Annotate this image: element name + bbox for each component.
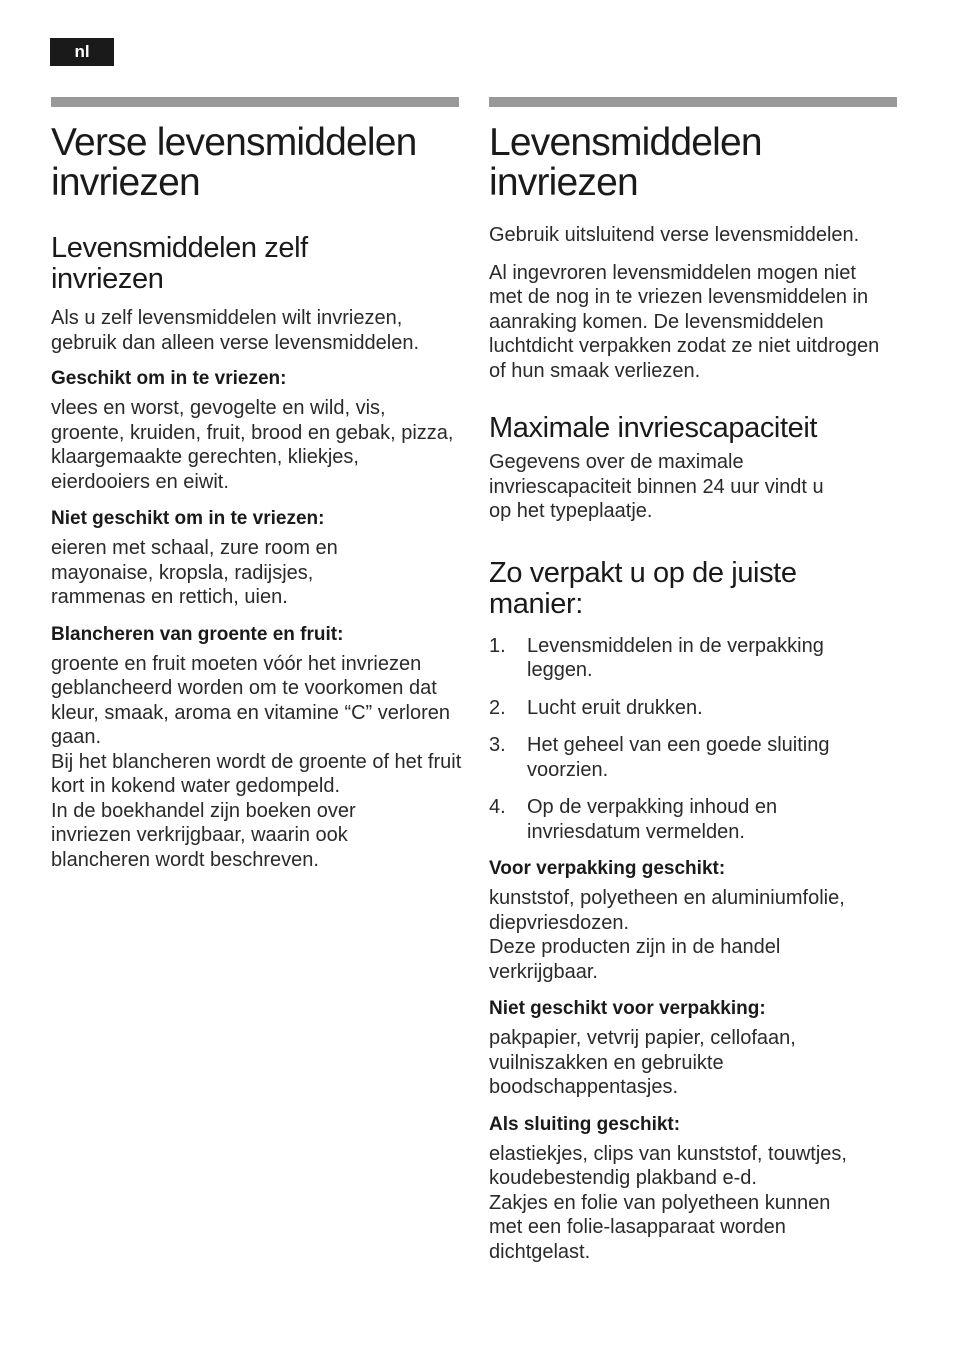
step-text: Het geheel van een goede sluiting voorzien. [527, 734, 830, 781]
section-title-packing: Zo verpakt u op de juiste manier: [489, 556, 797, 620]
freezing-intro-1: Gebruik uitsluitend verse levensmiddelen. [489, 224, 860, 246]
step-text: Lucht eruit drukken. [527, 696, 703, 719]
freezing-intro-2: Al ingevroren levensmiddelen mogen niet met de nog in te vriezen levensmiddelen in aanraking komen. De levensmiddelen luchtdicht verpakken zodat ze niet uitdrogen of hun smaak verliezen. [489, 261, 880, 382]
step-text: Op de verpakking inhoud en invriesdatum vermelden. [527, 796, 778, 843]
packing-suitable-text-1: kunststof, polyetheen en aluminiumfolie, diepvriesdozen. [489, 887, 845, 934]
self-freezing-intro: Als u zelf levensmiddelen wilt invriezen, gebruik dan alleen verse levensmiddelen. [51, 307, 420, 354]
page-title-freezing: Levensmiddelen invriezen [489, 121, 762, 204]
closure-text-1: elastiekjes, clips van kunststof, touwtjes, koudebestendig plakband e-d. [489, 1142, 847, 1189]
capacity-text: Gegevens over de maximale invriescapaciteit binnen 24 uur vindt u op het typeplaatje. [489, 451, 824, 522]
unsuitable-text: eieren met schaal, zure room en mayonaise, kropsla, radijsjes, rammenas en rettich, uien. [51, 537, 338, 608]
packing-suitable-text-2: Deze producten zijn in de handel verkrijgbaar. [489, 936, 781, 983]
packing-step [489, 634, 899, 683]
step-number: 3. [489, 734, 506, 756]
step-number: 1. [489, 634, 506, 657]
packing-step [489, 696, 899, 721]
step-number: 2. [489, 696, 506, 719]
blanching-heading: Blancheren van groente en fruit: [51, 623, 344, 645]
step-number: 4. [489, 796, 506, 818]
section-divider [51, 97, 459, 107]
packing-suitable-heading: Voor verpakking geschikt: [489, 858, 726, 879]
suitable-text: vlees en worst, gevogelte en wild, vis, groente, kruiden, fruit, brood en gebak, pizza, klaargemaakte gerechten, kliekjes, eierdooiers en eiwit. [51, 397, 454, 493]
section-title-self-freezing: Levensmiddelen zelf invriezen [51, 232, 308, 295]
closure-text-2: Zakjes en folie van polyetheen kunnen met een folie-lasapparaat worden dichtgelast. [489, 1191, 831, 1263]
closure-heading: Als sluiting geschikt: [489, 1113, 681, 1135]
step-text: Levensmiddelen in de verpakking leggen. [527, 634, 824, 681]
packing-step [489, 795, 899, 844]
packing-unsuitable-heading: Niet geschikt voor verpakking: [489, 998, 766, 1019]
page-title-fresh-food-freezing: Verse levensmiddelen invriezen [51, 121, 417, 204]
blanching-text-2: Bij het blancheren wordt de groente of het fruit kort in kokend water gedompeld. [51, 750, 462, 797]
blanching-text-3: In de boekhandel zijn boeken over invriezen verkrijgbaar, waarin ook blancheren wordt beschreven. [51, 799, 356, 871]
section-divider [489, 97, 897, 107]
unsuitable-heading: Niet geschikt om in te vriezen: [51, 508, 325, 529]
right-column [489, 97, 899, 1264]
section-title-max-capacity: Maximale invriescapaciteit [489, 412, 818, 444]
packing-unsuitable-text: pakpapier, vetvrij papier, cellofaan, vuilniszakken en gebruikte boodschappentasjes. [489, 1027, 796, 1098]
language-badge: nl [50, 38, 114, 66]
packing-steps [489, 634, 899, 845]
left-column [51, 97, 461, 872]
packing-step [489, 733, 899, 782]
blanching-text-1: groente en fruit moeten vóór het invriezen geblancheerd worden om te voorkomen dat kleur, smaak, aroma en vitamine “C” verloren gaan. [51, 652, 451, 748]
suitable-heading: Geschikt om in te vriezen: [51, 368, 287, 389]
